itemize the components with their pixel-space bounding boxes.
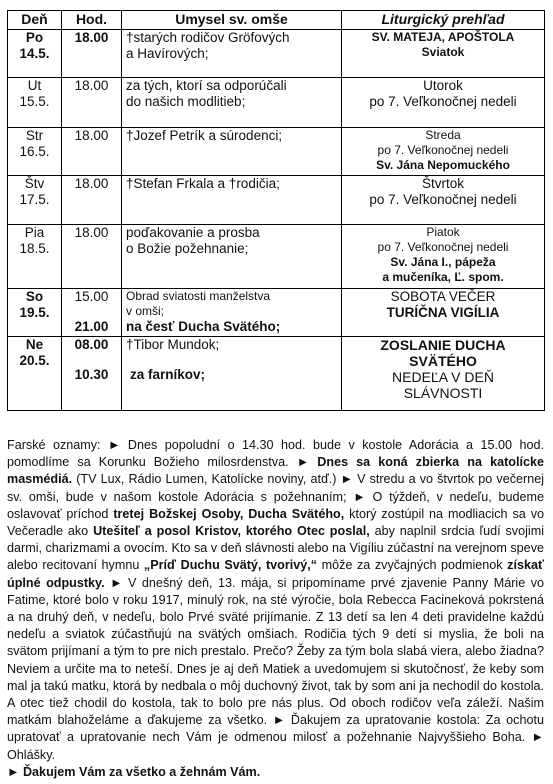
schedule — [7, 10, 544, 411]
intent-cell: za tých, ktorí sa odporúčali do našich modlitieb; — [122, 78, 342, 128]
header-umysel: Umysel sv. omše — [122, 11, 342, 30]
time-cell: 18.00 — [62, 78, 122, 128]
table-row — [8, 78, 545, 128]
parish-announcements: Farské oznamy: ► Dnes popoludní o 14.30 hod. bude v kostole Adorácia a 15.00 hod. pomodlíme sa Korunku Božieho milosrdenstva. ► Dnes sa koná zbierka na katolícke masmédiá. (TV Lux, Rádio Lumen, Katolícke noviny, atď.) ► V stredu a vo štvrtok po večernej sv. omši, bude v našom kostole Adorácia s požehnaním; ► O týždeň, v nedeľu, budeme oslavovať príchod tretej Božskej Osoby, Ducha Svätého, ktorý zostúpil na modliacich sa vo Večeradle ako Utešiteľ a posol Kristov, ktorého Otec poslal, aby naplnil srdcia ľudí svojimi darmi, charizmami a ovocím. Kto sa v deň slávnosti alebo na Vigíliu zúčastní na verejnom speve alebo recitovaní hymnu „Príď Duchu Svätý, tvorivý,“ môže za zvyčajných podmienok získať úplné odpustky. ► V dnešný deň, 13. mája, si pripomíname prvé zjavenie Panny Márie vo Fatime, ktoré bolo v roku 1917, minulý rok, na sté výročie, bola Rebecca Facineková pokrstená a na druhý deň, v nedeľu, bolo Prvé sväté prijímanie. Z 13 detí sa len 4 deti pravidelne každú nedeľu a sviatok zúčastňujú na svätých omšiach. Rodičia tých 9 detí si myslia, že boli na svätom prijímaní a tým to pre nich prestalo. Prečo? Žeby za tým bola slabá viera, alebo žiadna? Neviem a určite ma to neteší. Dnes je aj deň Matiek a uvedomujem si skutočnosť, že keby som mal ja takú matku, ktorá by nedbala o môj duchovný život, tak by som ani ja nechodil do kostola. A otec tiež chodil do kostola, tak to bolo pre nás plus. Od oboch rodičov veľa záleží. Našim matkám blahoželáme a ďakujeme za všetko. ► Ďakujem za upratovanie kostola: Za ochotu upratovať a upratovanie nech Vám je odmenou milosť a požehnanie Najvyššieho Boha. ► Ohlášky. ► Ďakujem Vám za všetko a žehnám Vám. — [7, 438, 545, 779]
lit-cell: SOBOTA VEČER TURÍČNA VIGÍLIA — [342, 289, 545, 337]
table-header-row — [8, 11, 545, 30]
lit-cell: Piatok po 7. Veľkonočnej nedeli Sv. Jána I., pápeža a mučeníka, Ľ. spom. — [342, 225, 545, 289]
header-lit: Liturgický prehľad — [342, 11, 545, 30]
day-cell: Štv 17.5. — [8, 176, 62, 225]
mass-schedule-table — [7, 10, 545, 411]
intent-cell: poďakovanie a prosba o Božie požehnanie; — [122, 225, 342, 289]
header-den: Deň — [8, 11, 62, 30]
intent-cell: †Jozef Petrík a súrodenci; — [122, 128, 342, 176]
day-cell: Ut 15.5. — [8, 78, 62, 128]
lit-cell: Štvrtok po 7. Veľkonočnej nedeli — [342, 176, 545, 225]
table-row — [8, 128, 545, 176]
time-cell: 18.00 — [62, 30, 122, 78]
table-row — [8, 289, 545, 337]
intent-cell: Obrad sviatosti manželstva v omši; na česť Ducha Svätého; — [122, 289, 342, 337]
table-row — [8, 225, 545, 289]
day-cell: Ne 20.5. — [8, 337, 62, 411]
header-hod: Hod. — [62, 11, 122, 30]
lit-cell: SV. MATEJA, APOŠTOLA Sviatok — [342, 30, 545, 78]
lit-cell: Streda po 7. Veľkonočnej nedeli Sv. Jána Nepomuckého — [342, 128, 545, 176]
table-row — [8, 176, 545, 225]
time-cell: 18.00 — [62, 128, 122, 176]
time-cell: 18.00 — [62, 176, 122, 225]
day-cell: Str 16.5. — [8, 128, 62, 176]
lit-cell: ZOSLANIE DUCHA SVÄTÉHO NEDEĽA V DEŇ SLÁVNOSTI — [342, 337, 545, 411]
time-cell: 15.00 21.00 — [62, 289, 122, 337]
intent-cell: †Tibor Mundok; za farníkov; — [122, 337, 342, 411]
intent-cell: †starých rodičov Gröfových a Havírových; — [122, 30, 342, 78]
table-row — [8, 30, 545, 78]
lit-cell: Utorok po 7. Veľkonočnej nedeli — [342, 78, 545, 128]
time-cell: 08.00 10.30 — [62, 337, 122, 411]
day-cell: Pia 18.5. — [8, 225, 62, 289]
intent-cell: †Stefan Frkala a †rodičia; — [122, 176, 342, 225]
day-cell: Po 14.5. — [8, 30, 62, 78]
day-cell: So 19.5. — [8, 289, 62, 337]
table-row — [8, 337, 545, 411]
time-cell: 18.00 — [62, 225, 122, 289]
